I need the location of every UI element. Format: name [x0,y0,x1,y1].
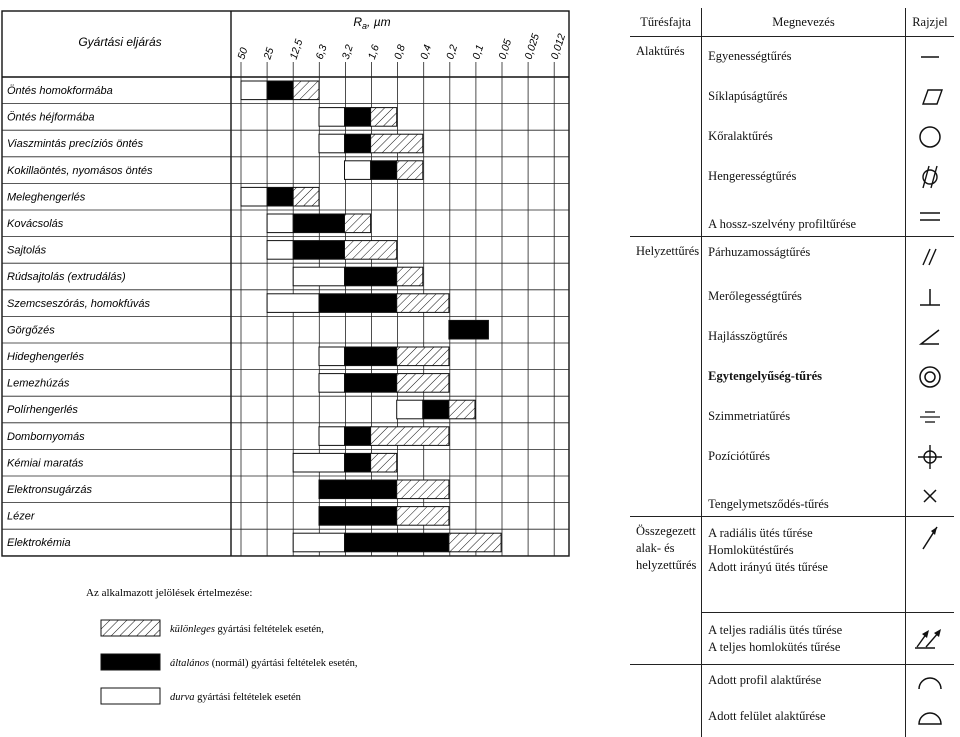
bar-rough [293,533,344,552]
tol-name: Hengerességtűrés [702,157,906,197]
perpendicularity-icon [905,277,954,317]
legend-label-special: különleges gyártási feltételek esetén, [170,624,324,635]
tol-name: Egytengelyűség-tűrés [702,357,906,397]
process-label: Öntés héjformába [7,111,95,124]
process-label: Kémiai maratás [7,457,84,470]
process-label: Görgőzés [7,324,55,337]
total-runout-icon [905,613,954,665]
intersection-icon [905,477,954,517]
bar-special [397,374,449,393]
bar-rough [319,108,345,127]
header-name: Megnevezés [702,8,906,37]
angularity-icon [905,317,954,357]
process-label: Dombornyomás [7,430,85,443]
bar-special [371,427,449,446]
bar-normal [319,294,397,313]
bar-normal [371,161,397,180]
process-label: Rúdsajtolás (extrudálás) [7,271,126,284]
bar-rough [267,214,293,233]
bar-rough [319,427,345,446]
symmetry-icon [905,397,954,437]
process-header: Gyártási eljárás [78,35,162,49]
bar-special [397,161,423,180]
process-label: Szemcseszórás, homokfúvás [7,297,151,310]
tol-name: Szimmetriatűrés [702,397,906,437]
line-profile-icon [905,665,954,697]
tick-label: 50 [235,46,251,61]
bar-rough [319,134,345,153]
surface-profile-icon [905,697,954,737]
bar-normal [319,480,397,499]
tol-name: Pozíciótűrés [702,437,906,477]
tick-label: 0,2 [444,43,461,61]
bar-normal [345,427,371,446]
tol-name: Adott profil alaktűrése [702,665,906,697]
bar-rough [397,400,423,419]
category-form: Alaktűrés [636,44,685,58]
bar-rough [345,161,371,180]
tick-label: 6,3 [313,43,330,61]
bar-rough [293,453,344,472]
tol-name: Párhuzamosságtűrés [702,237,906,277]
circularity-icon [905,117,954,157]
tick-label: 25 [261,46,277,61]
bar-normal [345,374,397,393]
legend-swatch-special [101,620,160,636]
bar-special [371,134,423,153]
bar-special [397,347,449,366]
bar-rough [319,374,345,393]
bar-normal [319,507,397,526]
process-label: Lemezhúzás [7,377,70,390]
legend-label-rough: durva gyártási feltételek esetén [170,692,301,703]
bar-normal [293,241,344,260]
bar-normal [345,134,371,153]
tick-label: 0,4 [418,43,435,61]
axis-title: $R_a$, µm [353,15,391,31]
tol-name: Adott felület alaktűrése [702,697,906,737]
legend-title: Az alkalmazott jelölések értelmezése: [86,587,253,599]
bar-special [397,267,423,286]
bar-rough [267,241,293,260]
parallelism-icon [905,237,954,277]
process-label: Kokillaöntés, nyomásos öntés [7,164,153,177]
legend [86,587,357,704]
position-icon [905,437,954,477]
process-label: Elektrokémia [7,537,71,550]
bar-normal [345,453,371,472]
concentricity-icon [905,357,954,397]
tol-name: Egyenességtűrés [702,37,906,77]
bar-rough [319,347,345,366]
bar-special [345,214,371,233]
tol-name: Síklapúságtűrés [702,77,906,117]
bar-special [449,533,501,552]
bar-normal [345,533,449,552]
bar-special [371,453,397,472]
category-combined: Összegezett alak- és helyzettűrés [630,517,702,665]
tol-name: Hajlásszögtűrés [702,317,906,357]
circular-runout-icon [905,517,954,613]
process-label: Kovácsolás [7,218,64,230]
legend-swatch-rough [101,688,160,704]
tick-label: 0,1 [470,43,487,61]
tick-label: 3,2 [339,43,356,61]
runout-names: A radiális ütés tűrése Homlokütéstűrés Adott irányú ütés tűrése [702,517,906,613]
bar-normal [345,267,397,286]
bar-special [449,400,475,419]
header-type: Tűrésfajta [630,8,702,37]
process-label: Meleghengerlés [7,191,86,204]
tick-label: 1,6 [365,43,382,61]
bar-special [397,507,449,526]
bar-normal [449,320,489,339]
bar-normal [423,400,449,419]
tol-name: Merőlegességtűrés [702,277,906,317]
process-label: Lézer [7,510,35,523]
bar-rough [241,187,267,206]
process-label: Elektronsugárzás [7,484,92,496]
category-position: Helyzettűrés [630,237,702,517]
bar-rough [241,81,267,100]
bar-normal [345,347,397,366]
process-label: Polírhengerlés [7,404,78,417]
tol-name: A hossz-szelvény profiltűrése [702,197,906,237]
bar-special [397,294,449,313]
bar-rough [293,267,344,286]
bar-special [345,241,397,260]
header-symbol: Rajzjel [905,8,954,37]
legend-label-normal: általános (normál) gyártási feltételek esetén, [170,658,358,669]
bar-normal [293,214,344,233]
bar-special [293,187,319,206]
bar-normal [345,108,371,127]
flatness-icon [905,77,954,117]
bar-special [293,81,319,100]
bar-special [371,108,397,127]
tick-label: 0,05 [496,37,515,61]
tolerance-table [630,8,954,737]
straightness-icon [905,37,954,77]
profile-section-icon [905,197,954,237]
process-label: Hideghengerlés [7,351,85,363]
bar-normal [267,81,293,100]
bar-special [397,480,449,499]
process-label: Öntés homokformába [7,85,113,97]
bar-normal [267,187,293,206]
tol-name: Kőralaktűrés [702,117,906,157]
process-label: Viaszmintás precíziós öntés [7,138,144,151]
tol-name: Tengelymetsződés-tűrés [702,477,906,517]
tick-label: 0,8 [392,43,408,61]
cylindricity-icon [905,157,954,197]
total-runout-names: A teljes radiális ütés tűrése A teljes homlokütés tűrése [702,613,906,665]
tick-label: 12,5 [287,37,306,61]
tick-label: 0,012 [548,32,569,61]
bar-rough [267,294,319,313]
tick-label: 0,025 [522,32,543,61]
legend-swatch-normal [101,654,160,670]
tick-labels [235,32,568,62]
process-label: Sajtolás [7,244,47,257]
